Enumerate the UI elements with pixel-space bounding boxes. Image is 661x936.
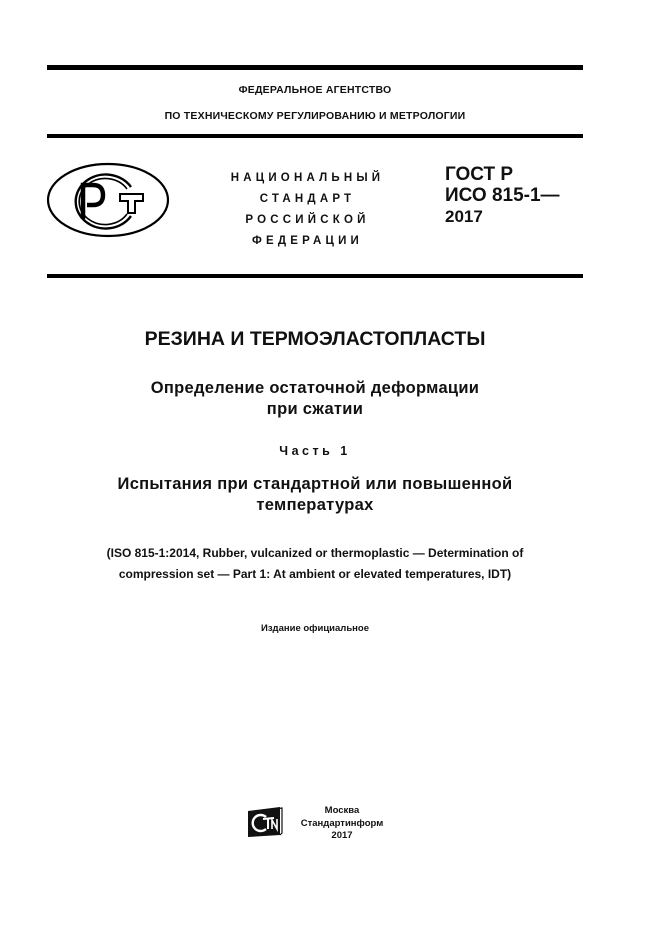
subtitle-line-2: при сжатии	[266, 400, 364, 418]
designation-line-2: ИСО 815-1—	[445, 185, 560, 206]
iso-reference-line-2: compression set — Part 1: At ambient or elevated temperatures, IDT)	[118, 567, 512, 581]
document-subtitle	[47, 378, 583, 420]
agency-name-line-1: ФЕДЕРАЛЬНОЕ АГЕНТСТВО	[238, 84, 392, 96]
publisher-year: 2017	[331, 830, 353, 841]
designation-year: 2017	[445, 207, 483, 226]
standard-designation	[445, 164, 560, 227]
iso-reference	[60, 543, 570, 585]
publisher-name: Стандартинформ	[300, 817, 384, 829]
part-title	[47, 474, 583, 516]
subtitle-line-1: Определение остаточной деформации	[150, 379, 480, 397]
designation-line-1: ГОСТ Р	[445, 164, 514, 185]
part-label: Часть 1	[279, 444, 351, 458]
standartinform-logo-icon	[246, 805, 284, 839]
document-title: РЕЗИНА И ТЕРМОЭЛАСТОПЛАСТЫ	[144, 328, 486, 350]
middle-rule	[47, 134, 583, 138]
official-edition-label: Издание официальное	[261, 623, 369, 634]
national-standard-label	[210, 168, 405, 252]
part-title-line-1: Испытания при стандартной или повышенной	[117, 475, 513, 493]
iso-reference-line-1: (ISO 815-1:2014, Rubber, vulcanized or thermoplastic — Determination of	[106, 546, 524, 560]
national-line-4: ФЕДЕРАЦИИ	[251, 235, 364, 247]
publisher-info	[292, 805, 392, 843]
national-line-1: НАЦИОНАЛЬНЫЙ	[230, 172, 385, 184]
agency-name-line-2: ПО ТЕХНИЧЕСКОМУ РЕГУЛИРОВАНИЮ И МЕТРОЛОГИИ	[164, 110, 466, 122]
gost-r-certification-mark-icon	[45, 161, 171, 239]
national-line-2: СТАНДАРТ	[259, 193, 356, 205]
publisher-city: Москва	[324, 805, 360, 816]
part-title-line-2: температурах	[256, 496, 374, 514]
top-rule	[47, 65, 583, 70]
national-line-3: РОССИЙСКОЙ	[245, 214, 370, 226]
bottom-rule	[47, 274, 583, 278]
